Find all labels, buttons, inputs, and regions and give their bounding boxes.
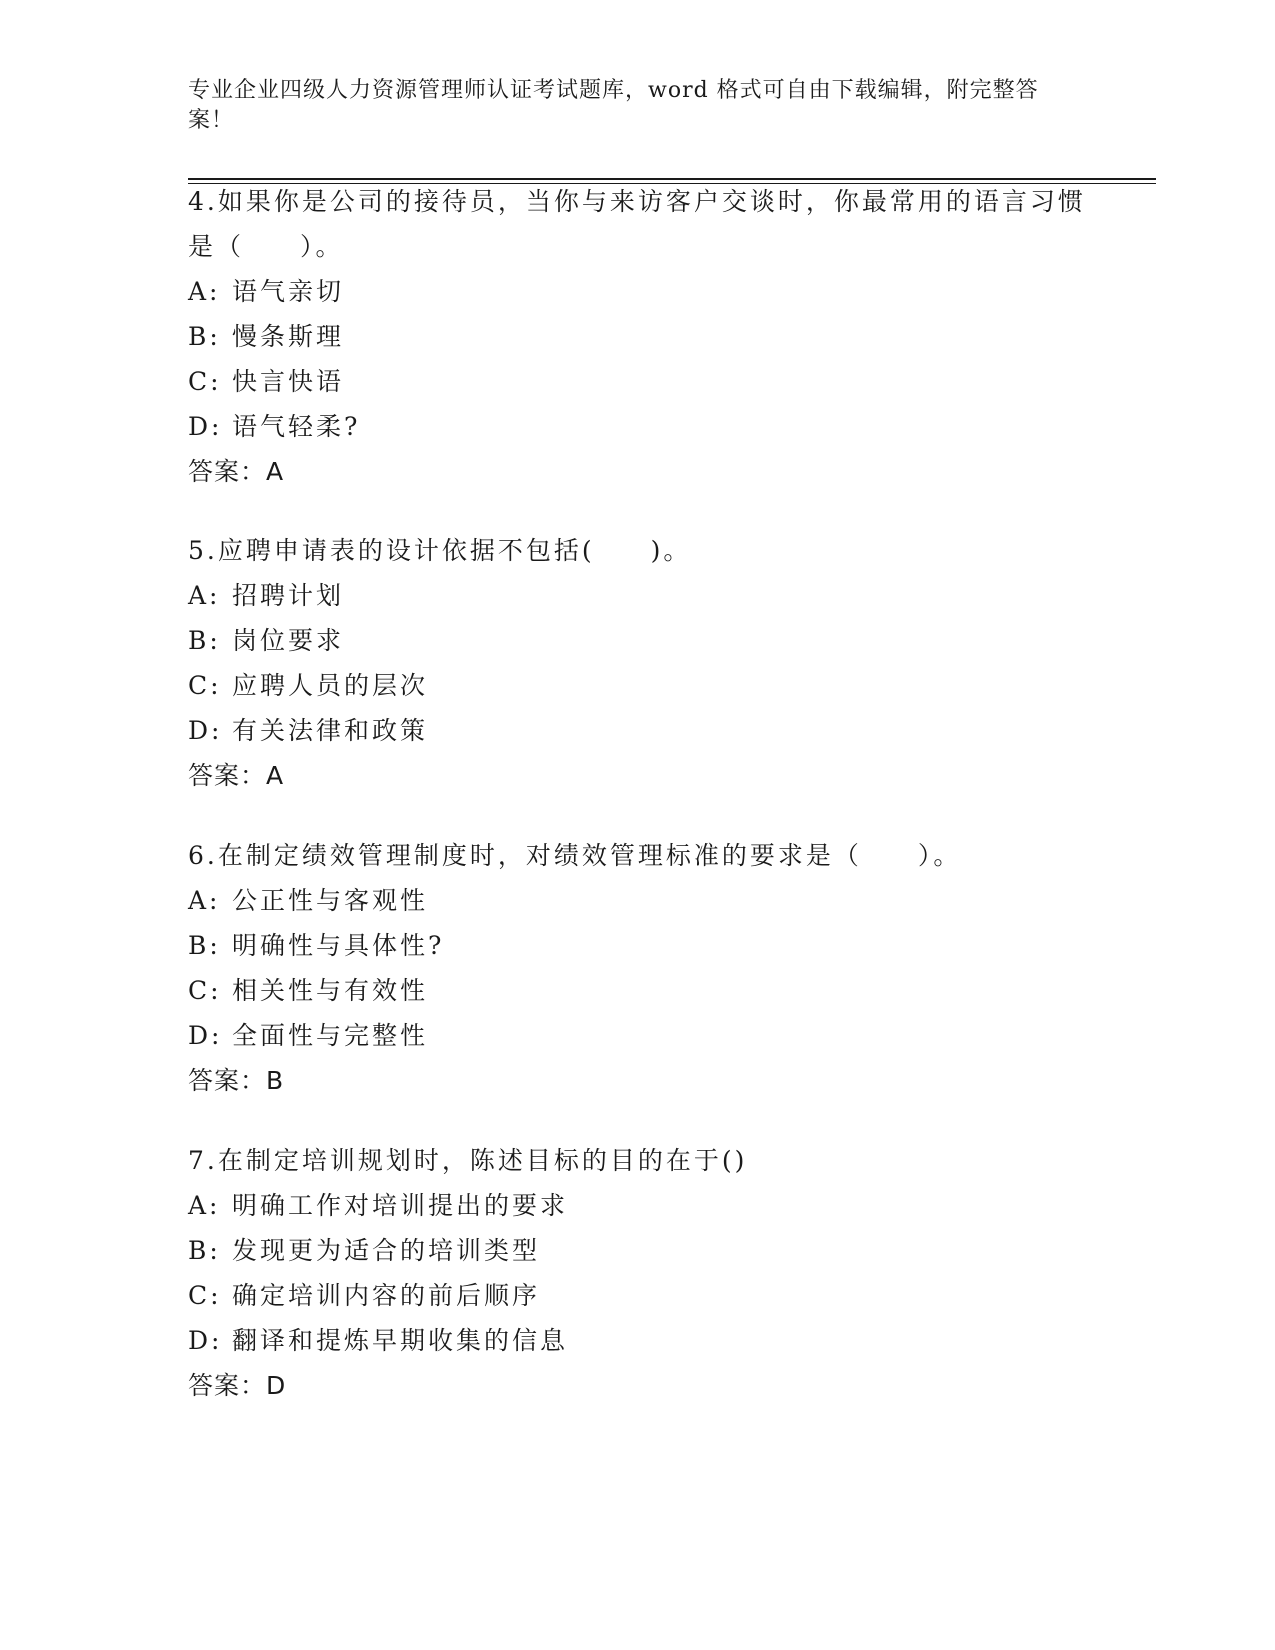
- answer: 答案：D: [188, 1371, 287, 1400]
- option-text: 语气亲切: [232, 277, 345, 306]
- option-text: 发现更为适合的培训类型: [232, 1236, 541, 1265]
- option-c: [188, 359, 1088, 404]
- question-4: [188, 179, 1088, 494]
- option-b: [188, 923, 1088, 968]
- option-text: 明确工作对培训提出的要求: [232, 1191, 569, 1220]
- document-header: 专业企业四级人力资源管理师认证考试题库，word 格式可自由下载编辑，附完整答案！: [188, 78, 1039, 133]
- option-text: 翻译和提炼早期收集的信息: [232, 1326, 569, 1355]
- question-6: [188, 833, 1088, 1103]
- option-letter: C:: [188, 671, 222, 700]
- option-d: [188, 708, 1088, 753]
- option-d: [188, 1318, 1088, 1363]
- answer: 答案：B: [188, 1066, 285, 1095]
- option-c: [188, 968, 1088, 1013]
- question-stem: 7.在制定培训规划时，陈述目标的目的在于(): [188, 1146, 748, 1175]
- option-text: 有关法律和政策: [232, 716, 429, 745]
- option-letter: C:: [188, 976, 222, 1005]
- option-letter: A:: [188, 581, 221, 610]
- option-letter: D:: [188, 1326, 223, 1355]
- option-letter: B:: [188, 1236, 221, 1265]
- option-b: [188, 1228, 1088, 1273]
- option-text: 确定培训内容的前后顺序: [232, 1281, 541, 1310]
- option-text: 明确性与具体性?: [232, 931, 445, 960]
- option-text: 快言快语: [232, 367, 345, 396]
- question-5: [188, 528, 1088, 798]
- option-text: 公正性与客观性: [232, 886, 429, 915]
- option-text: 应聘人员的层次: [232, 671, 429, 700]
- option-text: 招聘计划: [232, 581, 345, 610]
- question-stem: 5.应聘申请表的设计依据不包括( )。: [188, 536, 692, 565]
- answer: 答案：A: [188, 457, 285, 486]
- option-text: 相关性与有效性: [232, 976, 429, 1005]
- option-letter: D:: [188, 1021, 223, 1050]
- option-a: [188, 878, 1088, 923]
- option-a: [188, 573, 1088, 618]
- option-letter: B:: [188, 931, 221, 960]
- option-text: 岗位要求: [232, 626, 345, 655]
- option-letter: B:: [188, 626, 221, 655]
- question-stem: 6.在制定绩效管理制度时，对绩效管理标准的要求是（ ）。: [188, 841, 962, 870]
- option-d: [188, 404, 1088, 449]
- question-stem: 4.如果你是公司的接待员，当你与来访客户交谈时，你最常用的语言习惯是（ ）。: [188, 187, 1086, 261]
- question-7: [188, 1138, 1088, 1408]
- option-text: 慢条斯理: [232, 322, 345, 351]
- option-letter: C:: [188, 367, 222, 396]
- option-b: [188, 314, 1088, 359]
- option-letter: A:: [188, 1191, 221, 1220]
- option-b: [188, 618, 1088, 663]
- option-a: [188, 1183, 1088, 1228]
- answer: 答案：A: [188, 761, 285, 790]
- option-letter: D:: [188, 412, 223, 441]
- option-a: [188, 269, 1088, 314]
- option-d: [188, 1013, 1088, 1058]
- option-c: [188, 1273, 1088, 1318]
- option-letter: A:: [188, 886, 221, 915]
- option-letter: B:: [188, 322, 221, 351]
- option-text: 语气轻柔?: [232, 412, 361, 441]
- option-letter: A:: [188, 277, 221, 306]
- option-letter: C:: [188, 1281, 222, 1310]
- option-text: 全面性与完整性: [232, 1021, 429, 1050]
- option-c: [188, 663, 1088, 708]
- option-letter: D:: [188, 716, 223, 745]
